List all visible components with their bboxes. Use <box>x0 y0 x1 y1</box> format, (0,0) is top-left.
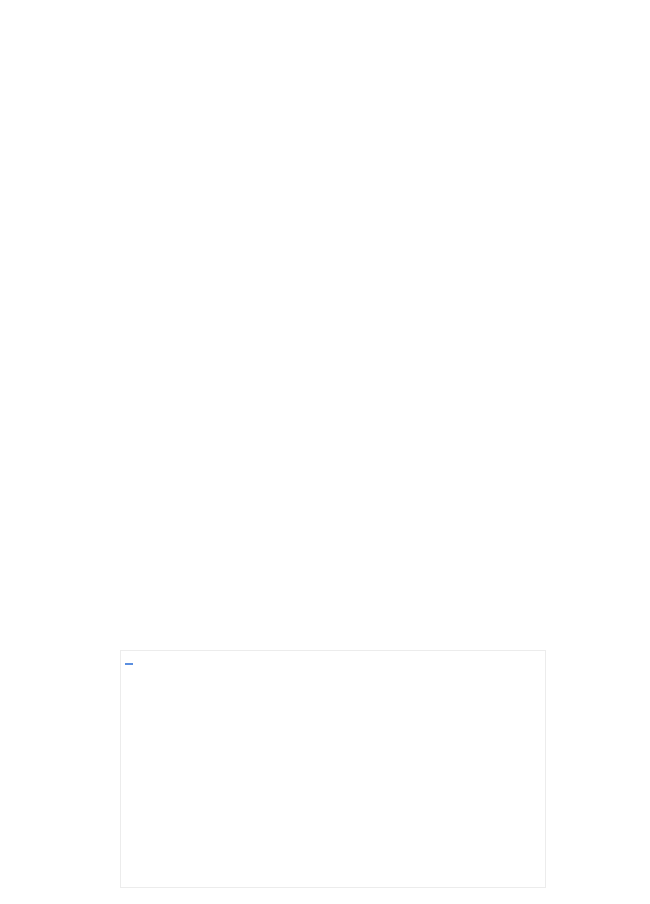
chart-canvas <box>121 651 545 887</box>
price-chart-screenshot <box>120 650 546 888</box>
chart-header <box>121 651 545 683</box>
chart-price-box <box>125 663 133 665</box>
indicator-label <box>125 845 133 852</box>
